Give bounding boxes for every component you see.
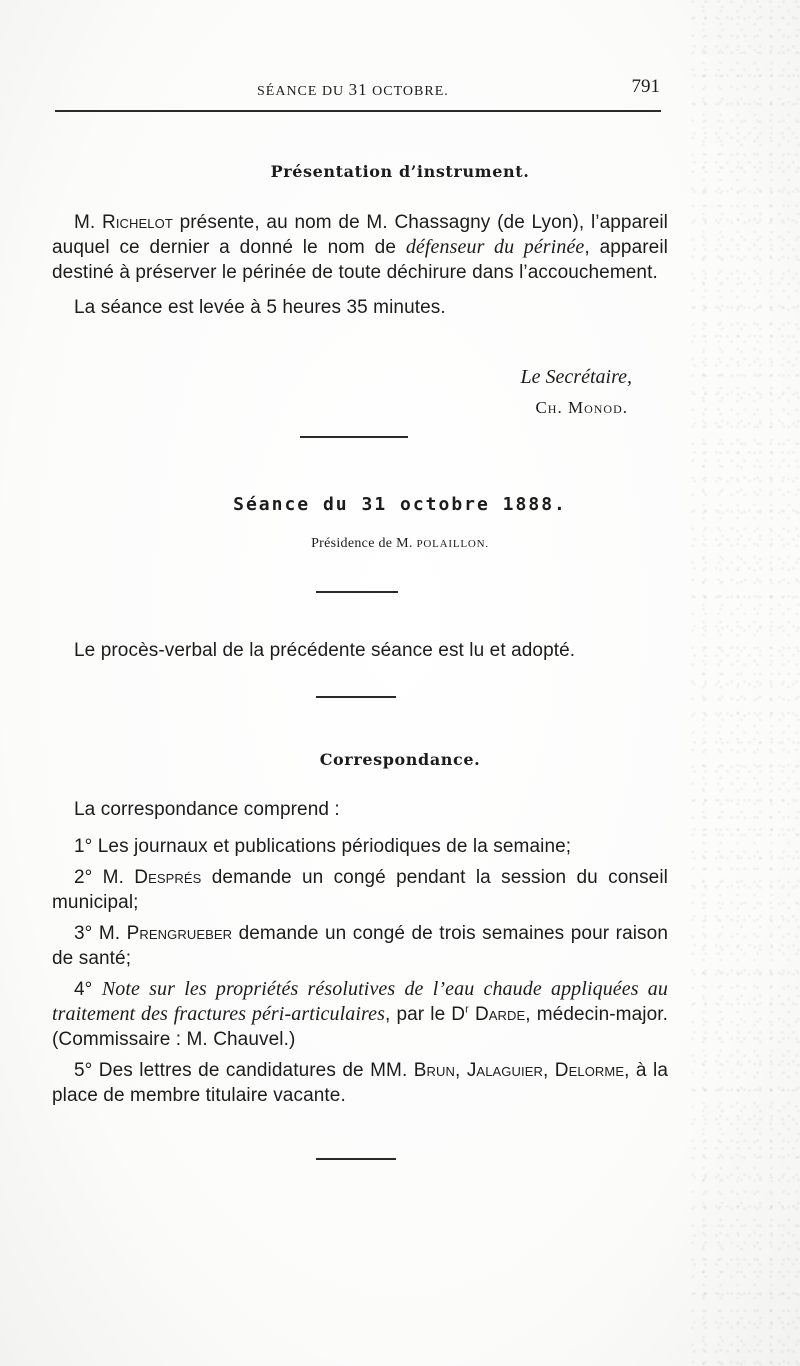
text-run: , à la place de membre titulaire vacante. bbox=[52, 1060, 668, 1106]
presentation-paragraph bbox=[52, 210, 668, 285]
running-title-prefix: SÉANCE DU bbox=[257, 84, 349, 99]
person-name: Després bbox=[134, 867, 202, 888]
correspondance-intro: La correspondance comprend : bbox=[74, 799, 340, 820]
text-run: 4° bbox=[74, 979, 102, 1000]
running-title-suffix: OCTOBRE. bbox=[367, 84, 449, 99]
running-title bbox=[257, 80, 449, 100]
text-run: 3° M. bbox=[74, 923, 127, 944]
signature-initial: Ch. bbox=[535, 398, 568, 417]
section-divider bbox=[316, 591, 398, 593]
correspondance-item-5 bbox=[52, 1058, 668, 1108]
correspondance-item-2 bbox=[52, 865, 668, 915]
seance-title: Séance du 31 octobre 1888. bbox=[233, 494, 567, 515]
text-run: M. bbox=[74, 212, 103, 233]
person-names: Brun, Jalaguier, Delorme bbox=[413, 1060, 625, 1081]
presidence-prefix: Présidence de M. bbox=[311, 536, 417, 551]
text-run: , par le D bbox=[385, 1004, 466, 1025]
seance-closing-paragraph: La séance est levée à 5 heures 35 minutes. bbox=[74, 297, 446, 318]
section-divider bbox=[316, 696, 396, 698]
correspondance-title: Correspondance. bbox=[319, 750, 481, 769]
header-rule bbox=[55, 110, 661, 112]
correspondance-item-4 bbox=[52, 977, 668, 1052]
running-title-date: 31 bbox=[348, 80, 368, 99]
text-run: , appareil destiné à préserver le périnée de toute déchirure dans l’accouchement. bbox=[52, 237, 668, 283]
correspondance-item-3 bbox=[52, 921, 668, 971]
correspondance-body bbox=[52, 797, 668, 1108]
section-divider bbox=[316, 1158, 396, 1160]
signature-name bbox=[535, 398, 628, 418]
proces-verbal-paragraph: Le procès-verbal de la précédente séance est lu et adopté. bbox=[74, 640, 576, 661]
person-name: Darde bbox=[468, 1004, 526, 1025]
instrument-name: défenseur du périnée bbox=[405, 236, 585, 258]
paper-texture bbox=[690, 0, 800, 1366]
person-name: Richelot bbox=[102, 212, 173, 233]
text-run: demande un congé de trois semaines pour raison de santé; bbox=[52, 923, 668, 969]
signature-role-text: Le Secrétaire, bbox=[520, 366, 632, 388]
superscript: r bbox=[465, 1003, 469, 1016]
note-title: Note sur les propriétés résolutives de l’eau chaude appliquées au traitement des fractures péri-articulaires bbox=[52, 978, 669, 1025]
section-divider bbox=[300, 436, 408, 438]
correspondance-item-1: 1° Les journaux et publications périodiques de la semaine; bbox=[74, 836, 572, 857]
text-run: 2° M. bbox=[74, 867, 135, 888]
text-run: , médecin-major. (Commissaire : M. Chauvel.) bbox=[52, 1004, 669, 1050]
president-name: POLAILLON. bbox=[416, 538, 489, 550]
text-run: demande un congé pendant la session du conseil municipal; bbox=[52, 867, 668, 913]
text-run: présente, au nom de M. Chassagny (de Lyon), l’appareil auquel ce dernier a donné le nom de bbox=[52, 212, 669, 258]
signature-role bbox=[521, 366, 632, 389]
text-run: 5° Des lettres de candidatures de MM. bbox=[74, 1060, 414, 1081]
presidence-line bbox=[0, 536, 800, 552]
page-number: 791 bbox=[631, 76, 660, 97]
presentation-title: Présentation d’instrument. bbox=[270, 162, 530, 181]
proces-verbal-block bbox=[52, 638, 668, 663]
person-name: Prengrueber bbox=[126, 923, 233, 944]
page-header bbox=[52, 76, 660, 102]
signature-surname: Monod. bbox=[567, 398, 628, 417]
presentation-body bbox=[52, 210, 668, 320]
